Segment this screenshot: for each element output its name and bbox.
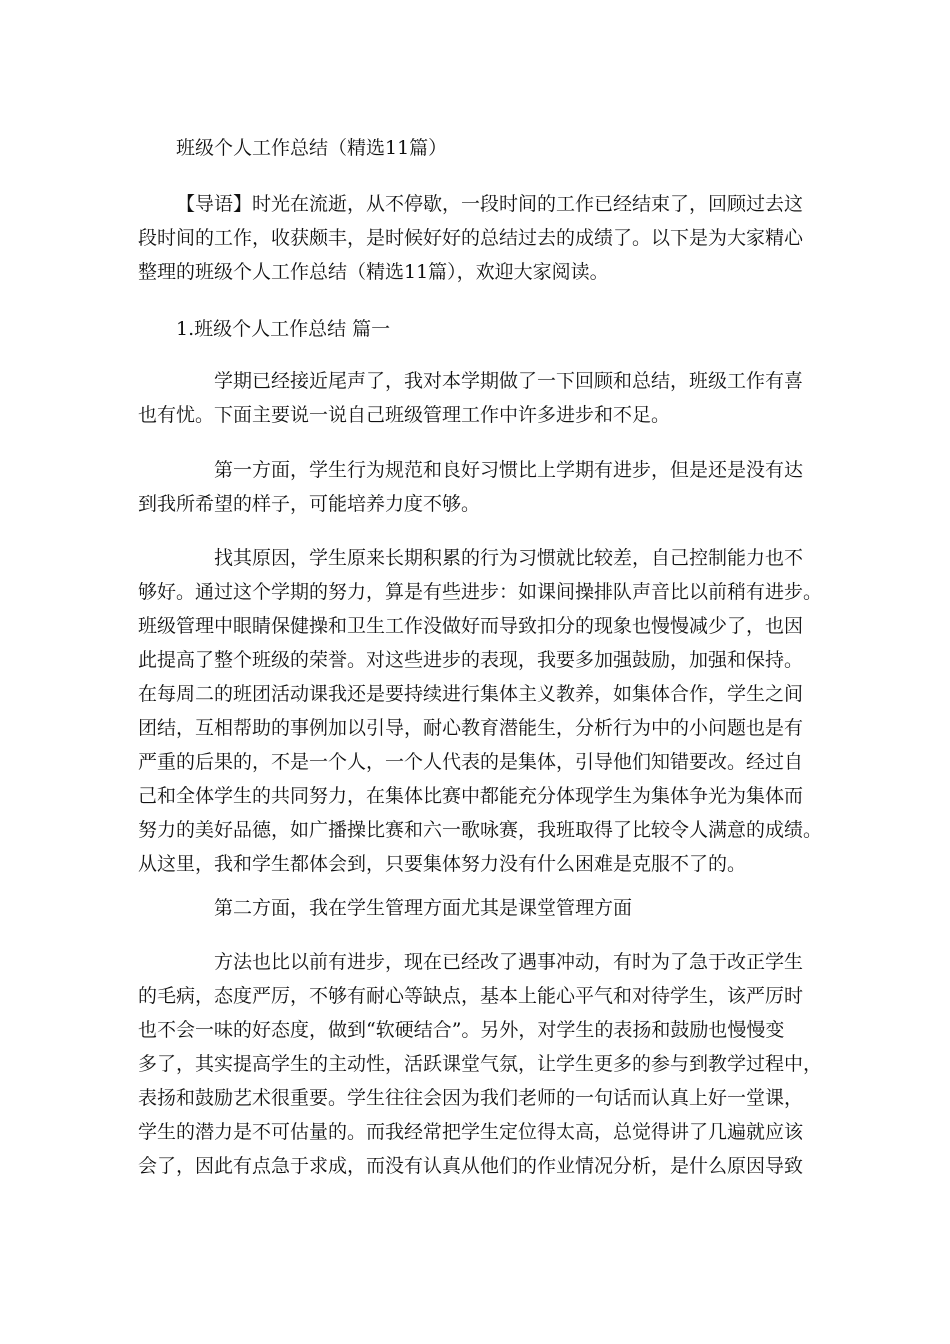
paragraph-line: 从这里，我和学生都体会到，只要集体努力没有什么困难是克服不了的。 <box>138 853 747 875</box>
intro-paragraph <box>138 187 818 289</box>
paragraph-line: 也不会一味的好态度，做到“软硬结合”。另外，对学生的表扬和鼓励也慢慢变 <box>138 1019 785 1041</box>
paragraph-line: 够好。通过这个学期的努力，算是有些进步：如课间操排队声音比以前稍有进步。 <box>138 581 823 603</box>
paragraph-line: 找其原因，学生原来长期积累的行为习惯就比较差，自己控制能力也不 <box>214 547 804 569</box>
paragraph-line: 会了，因此有点急于求成，而没有认真从他们的作业情况分析，是什么原因导致 <box>138 1155 804 1177</box>
paragraph-line: 学期已经接近尾声了，我对本学期做了一下回顾和总结，班级工作有喜 <box>214 370 804 392</box>
intro-line: 整理的班级个人工作总结（精选11篇），欢迎大家阅读。 <box>138 261 609 283</box>
paragraph-line: 第一方面，学生行为规范和良好习惯比上学期有进步，但是还是没有达 <box>214 459 804 481</box>
paragraph-line: 己和全体学生的共同努力，在集体比赛中都能充分体现学生为集体争光为集体而 <box>138 785 804 807</box>
paragraph-line: 在每周二的班团活动课我还是要持续进行集体主义教养，如集体合作，学生之间 <box>138 683 804 705</box>
intro-line: 段时间的工作，收获颇丰，是时候好好的总结过去的成绩了。以下是为大家精心 <box>138 227 804 249</box>
paragraph-line: 到我所希望的样子，可能培养力度不够。 <box>138 493 481 515</box>
paragraph-5 <box>138 945 823 1183</box>
intro-line: 【导语】时光在流逝，从不停歇，一段时间的工作已经结束了，回顾过去这 <box>176 193 804 215</box>
paragraph-line: 表扬和鼓励艺术很重要。学生往往会因为我们老师的一句话而认真上好一堂课， <box>138 1087 804 1109</box>
paragraph-line: 多了，其实提高学生的主动性，活跃课堂气氛，让学生更多的参与到教学过程中， <box>138 1053 823 1075</box>
paragraph-1 <box>138 364 818 432</box>
paragraph-4 <box>138 891 818 925</box>
paragraph-line: 方法也比以前有进步，现在已经改了遇事冲动，有时为了急于改正学生 <box>214 951 804 973</box>
paragraph-line: 严重的后果的，不是一个人，一个人代表的是集体，引导他们知错要改。经过自 <box>138 751 804 773</box>
paragraph-line: 的毛病，态度严厉，不够有耐心等缺点，基本上能心平气和对待学生，该严厉时 <box>138 985 804 1007</box>
paragraph-line: 也有忧。下面主要说一说自己班级管理工作中许多进步和不足。 <box>138 404 671 426</box>
paragraph-line: 学生的潜力是不可估量的。而我经常把学生定位得太高，总觉得讲了几遍就应该 <box>138 1121 804 1143</box>
section-heading: 1.班级个人工作总结 篇一 <box>176 318 391 340</box>
paragraph-3 <box>138 541 823 881</box>
paragraph-line: 此提高了整个班级的荣誉。对这些进步的表现，我要多加强鼓励，加强和保持。 <box>138 649 804 671</box>
paragraph-line: 班级管理中眼睛保健操和卫生工作没做好而导致扣分的现象也慢慢减少了，也因 <box>138 615 804 637</box>
paragraph-2 <box>138 453 818 521</box>
document-title: 班级个人工作总结（精选11篇） <box>176 137 448 159</box>
paragraph-line: 第二方面，我在学生管理方面尤其是课堂管理方面 <box>214 897 633 919</box>
paragraph-line: 团结，互相帮助的事例加以引导，耐心教育潜能生，分析行为中的小问题也是有 <box>138 717 804 739</box>
paragraph-line: 努力的美好品德，如广播操比赛和六一歌咏赛，我班取得了比较令人满意的成绩。 <box>138 819 823 841</box>
